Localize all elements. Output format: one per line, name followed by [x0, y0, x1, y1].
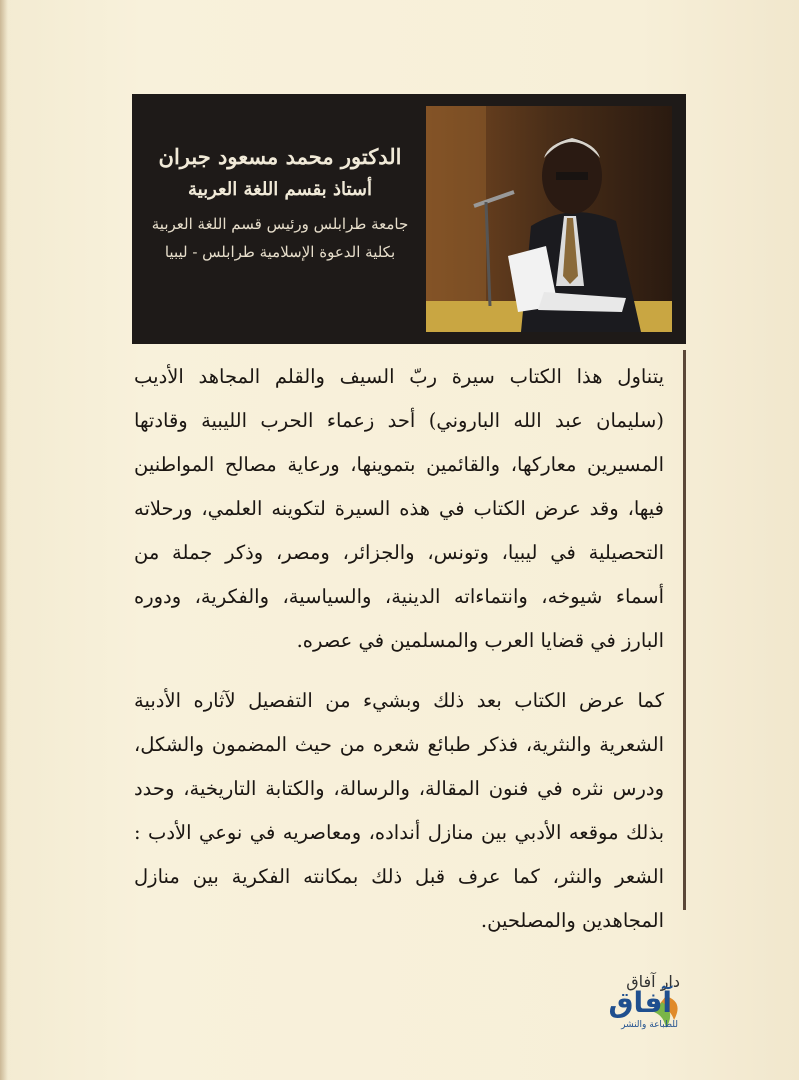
author-info — [140, 140, 420, 266]
author-affiliation-line2: بكلية الدعوة الإسلامية طرابلس - ليبيا — [164, 243, 396, 261]
blurb-paragraph-2: كما عرض الكتاب بعد ذلك وبشيء من التفصيل لآثاره الأدبية الشعرية والنثرية، فذكر طبائع شعره من حيث المضمون والشكل، ودرس نثره في فنون المقالة، والرسالة، والكتابة التاريخية، وحدد بذلك موقعه الأدبي بين منازل أنداده، ومعاصريه في نوعي الأدب : الشعر والنثر، كما عرف قبل ذلك بمكانته الفكرية بين منازل المجاهدين والمصلحين. — [134, 689, 664, 932]
publisher-logo — [566, 972, 686, 1042]
publisher-top: دار آفاق — [626, 972, 680, 991]
vertical-divider — [683, 350, 686, 910]
author-affiliation-line1: جامعة طرابلس ورئيس قسم اللغة العربية — [151, 215, 409, 233]
spine-shadow — [0, 0, 8, 1080]
author-name: الدكتور محمد مسعود جبران — [158, 144, 402, 169]
publisher-name: آفاق — [608, 986, 672, 1019]
book-blurb — [134, 355, 664, 943]
publisher-subtitle: للطباعة والنشر — [621, 1020, 678, 1030]
blurb-paragraph-1: يتناول هذا الكتاب سيرة ربّ السيف والقلم المجاهد الأديب (سليمان عبد الله الباروني) أحد زعماء الحرب الليبية وقادتها المسيرين معاركها، والقائمين بتموينها، ورعاية مصالح المواطنين فيها، وقد عرض الكتاب في هذه السيرة لتكوينه العلمي، ورحلاته التحصيلية في ليبيا، وتونس، والجزائر، ومصر، وذكر جملة من أسماء شيوخه، وانتماءاته الدينية، والسياسية، والفكرية، ودوره البارز في قضايا العرب والمسلمين في عصره. — [134, 365, 664, 652]
author-photo — [426, 106, 672, 332]
author-title: أستاذ بقسم اللغة العربية — [188, 179, 372, 200]
